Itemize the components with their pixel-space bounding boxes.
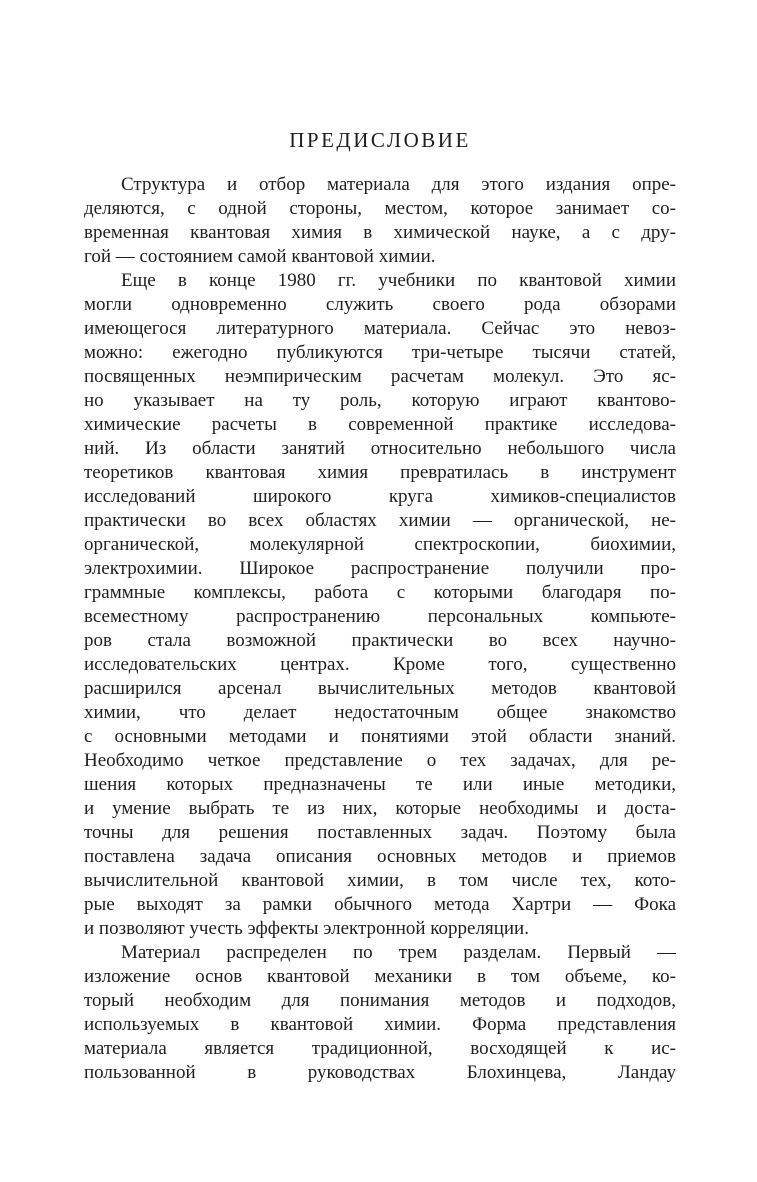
text-line: теоретиков квантовая химия превратилась в инструмент bbox=[84, 462, 676, 483]
text-line: Структура и отбор материала для этого издания опре- bbox=[121, 174, 676, 195]
text-line: исследовательских центрах. Кроме того, существенно bbox=[84, 654, 676, 675]
text-line: и умение выбрать те из них, которые необходимы и доста- bbox=[84, 798, 676, 819]
text-line: электрохимии. Широкое распространение получили про- bbox=[84, 558, 676, 579]
text-line: материала является традиционной, восходящей к ис- bbox=[84, 1038, 676, 1059]
text-line: точны для решения поставленных задач. Поэтому была bbox=[84, 822, 676, 843]
text-line: посвященных неэмпирическим расчетам молекул. Это яс- bbox=[84, 366, 676, 387]
text-line: граммные комплексы, работа с которыми благодаря по- bbox=[84, 582, 676, 603]
paragraph bbox=[84, 269, 676, 941]
text-line: с основными методами и понятиями этой области знаний. bbox=[84, 726, 676, 747]
paragraph bbox=[84, 173, 676, 269]
text-line: деляются, с одной стороны, местом, которое занимает со- bbox=[84, 198, 676, 219]
text-line: рые выходят за рамки обычного метода Хартри — Фока bbox=[84, 894, 676, 915]
text-line: могли одновременно служить своего рода обзорами bbox=[84, 294, 676, 315]
text-line: вычислительной квантовой химии, в том числе тех, кото- bbox=[84, 870, 676, 891]
text-line: практически во всех областях химии — органической, не- bbox=[84, 510, 676, 531]
text-line: изложение основ квантовой механики в том объеме, ко- bbox=[84, 966, 676, 987]
text-line: но указывает на ту роль, которую играют квантово- bbox=[84, 390, 676, 411]
text-line: гой — состоянием самой квантовой химии. bbox=[84, 246, 436, 267]
text-line: поставлена задача описания основных методов и приемов bbox=[84, 846, 676, 867]
page-body bbox=[84, 173, 676, 1085]
text-line: химии, что делает недостаточным общее знакомство bbox=[84, 702, 676, 723]
text-line: можно: ежегодно публикуются три-четыре тысячи статей, bbox=[84, 342, 676, 363]
paragraph bbox=[84, 941, 676, 1085]
text-line: расширился арсенал вычислительных методов квантовой bbox=[84, 678, 676, 699]
text-line: ний. Из области занятий относительно небольшого числа bbox=[84, 438, 676, 459]
text-line: Необходимо четкое представление о тех задачах, для ре- bbox=[84, 750, 676, 771]
page-title: ПРЕДИСЛОВИЕ bbox=[289, 128, 471, 152]
text-line: временная квантовая химия в химической науке, а с дру- bbox=[84, 222, 676, 243]
text-line: шения которых предназначены те или иные методики, bbox=[84, 774, 676, 795]
text-line: всеместному распространению персональных компьюте- bbox=[84, 606, 676, 627]
text-line: Еще в конце 1980 гг. учебники по квантовой химии bbox=[121, 270, 676, 291]
text-line: органической, молекулярной спектроскопии, биохимии, bbox=[84, 534, 676, 555]
text-line: химические расчеты в современной практике исследова- bbox=[84, 414, 676, 435]
text-line: пользованной в руководствах Блохинцева, Ландау bbox=[84, 1062, 676, 1083]
text-line: торый необходим для понимания методов и подходов, bbox=[84, 990, 676, 1011]
text-line: и позволяют учесть эффекты электронной корреляции. bbox=[84, 918, 529, 939]
text-line: Материал распределен по трем разделам. Первый — bbox=[121, 942, 676, 963]
text-line: имеющегося литературного материала. Сейчас это невоз- bbox=[84, 318, 676, 339]
text-line: используемых в квантовой химии. Форма представления bbox=[84, 1014, 676, 1035]
text-line: исследований широкого круга химиков-специалистов bbox=[84, 486, 676, 507]
text-line: ров стала возможной практически во всех научно- bbox=[84, 630, 676, 651]
